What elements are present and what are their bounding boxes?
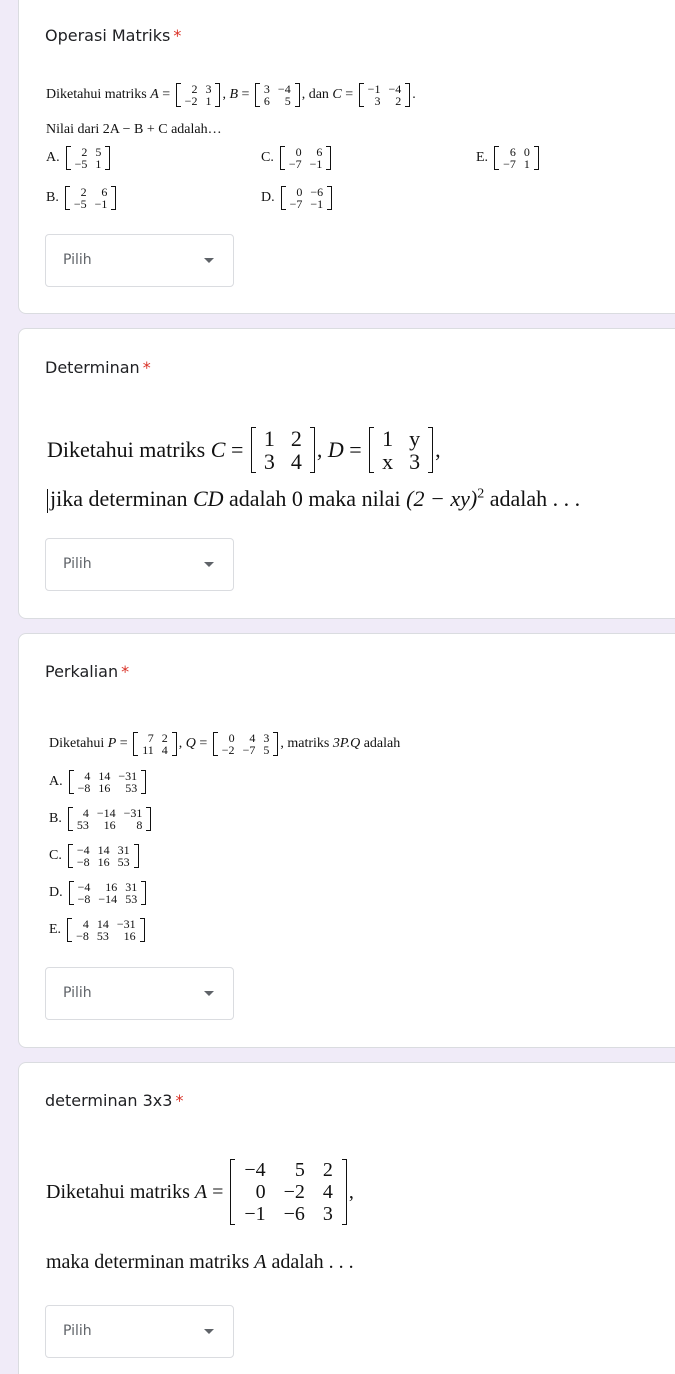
matrix-a [176, 83, 221, 107]
bracket-right [273, 732, 278, 756]
matrix-c [251, 427, 315, 473]
option-a: A. 4 14 −31 −8 16 53 [49, 770, 148, 794]
matrix-cell: 2 [191, 82, 198, 96]
matrix-cell: −31 [123, 806, 143, 820]
option-d: D. −4 16 31 −8 −14 53 [49, 881, 148, 905]
matrix-cell: −8 [77, 892, 91, 907]
matrix-grid [73, 844, 134, 868]
matrix-cell: 0 [296, 185, 303, 199]
bracket-right [342, 1159, 347, 1225]
matrix-grid [74, 881, 142, 905]
matrix-cell: −5 [74, 157, 88, 172]
required-mark: * [175, 1091, 184, 1110]
matrix-cell: −4 [77, 880, 91, 894]
matrix-cell: −14 [98, 892, 118, 907]
matrix-cell: 14 [97, 843, 110, 857]
answer-select[interactable] [45, 967, 234, 1020]
matrix-grid [74, 770, 142, 794]
matrix-cell: 6 [316, 145, 323, 159]
matrix-cell: 4 [84, 769, 91, 783]
option-b: B. 4 −14 −31 53 16 8 [49, 807, 153, 831]
option-matrix [66, 146, 111, 170]
matrix-cell: −1 [94, 197, 108, 212]
matrix-cell: 16 [97, 855, 110, 870]
matrix-cell: −2 [221, 743, 235, 758]
matrix-cell: 16 [105, 880, 118, 894]
matrix-grid [499, 146, 534, 170]
matrix-cell: 4 [322, 1181, 333, 1203]
matrix-grid [374, 427, 428, 473]
matrix-cell: −31 [118, 769, 138, 783]
chevron-down-icon [204, 991, 214, 996]
matrix-cell: −1 [310, 197, 324, 212]
option-c: C. −4 14 31 −8 16 53 [49, 844, 141, 868]
matrix-cell: −8 [76, 855, 90, 870]
question-title: Determinan * [45, 358, 151, 377]
matrix-cell: −4 [76, 843, 90, 857]
option-b: B. 2 6 −5 −1 [46, 186, 118, 210]
matrix-d [369, 427, 433, 473]
question-line-2: jika determinan CD adalah 0 maka nilai (2 − xy)$^2$ adalah . . . [47, 486, 580, 513]
matrix-cell: 31 [117, 843, 130, 857]
answer-select[interactable] [45, 1305, 234, 1358]
select-placeholder: Pilih [63, 1323, 92, 1339]
question-card-determinan-3x3 [18, 1062, 675, 1374]
matrix-cell: 53 [117, 855, 130, 870]
matrix-cell: 6 [263, 94, 270, 109]
option-matrix [67, 918, 145, 942]
option-matrix [69, 770, 147, 794]
matrix-cell: 1 [95, 157, 102, 172]
option-e: E. 4 14 −31 −8 53 16 [49, 918, 147, 942]
bracket-right [215, 83, 220, 107]
required-mark: * [121, 662, 130, 681]
matrix-cell: 16 [103, 818, 116, 833]
matrix-cell: 11 [142, 743, 154, 758]
bracket-right [172, 732, 177, 756]
matrix-cell: 3 [409, 449, 421, 475]
matrix-cell: −1 [367, 82, 381, 96]
question-stem: Diketahui matriks C = 1 2 3 4 , D = 1 y x 3 , [47, 426, 441, 475]
option-matrix [68, 807, 152, 831]
matrix-cell: −7 [289, 197, 303, 212]
matrix-cell: −4 [388, 82, 402, 96]
matrix-grid [285, 146, 327, 170]
matrix-cell: −7 [503, 157, 516, 172]
matrix-cell: 14 [96, 917, 109, 931]
matrix-cell: −7 [242, 743, 256, 758]
matrix-cell: −4 [244, 1159, 266, 1181]
matrix-cell: −4 [277, 82, 291, 96]
matrix-cell: 0 [228, 731, 235, 745]
matrix-cell: 53 [76, 818, 89, 833]
matrix-cell: 14 [98, 769, 111, 783]
matrix-grid [235, 1159, 342, 1225]
bracket-right [141, 770, 146, 794]
matrix-cell: −31 [116, 917, 136, 931]
matrix-cell: 6 [101, 185, 108, 199]
matrix-cell: −2 [283, 1181, 305, 1203]
matrix-grid [286, 186, 328, 210]
question-title: Operasi Matriks * [45, 26, 182, 45]
question-stem: Diketahui P = 7 2 11 4 , Q = 0 4 3 −2 −7 5 , matriks 3P.Q adalah [49, 731, 401, 758]
bracket-right [326, 146, 331, 170]
matrix-cell: 2 [395, 94, 402, 109]
matrix-cell: 0 [295, 145, 302, 159]
question-line-2: Nilai dari 2A − B + C adalah… [46, 122, 222, 137]
bracket-right [534, 146, 539, 170]
matrix-cell: 3 [205, 82, 212, 96]
bracket-right [140, 918, 145, 942]
bracket-right [134, 844, 139, 868]
question-card-determinan [18, 328, 675, 619]
matrix-cell: 5 [95, 145, 102, 159]
matrix-cell: 53 [96, 929, 109, 944]
matrix-cell: 53 [125, 892, 138, 907]
matrix-c [359, 83, 411, 107]
matrix-cell: −1 [244, 1203, 266, 1225]
question-card-perkalian [18, 633, 675, 1048]
option-matrix [69, 881, 147, 905]
matrix-cell: −2 [184, 94, 198, 109]
option-d: D. 0 −6 −7 −1 [261, 186, 334, 210]
chevron-down-icon [204, 562, 214, 567]
option-matrix [281, 186, 333, 210]
matrix-cell: −8 [76, 929, 89, 944]
bracket-right [310, 427, 315, 473]
matrix-grid [70, 186, 112, 210]
required-mark: * [173, 26, 182, 45]
select-placeholder: Pilih [63, 985, 92, 1001]
matrix-cell: 2 [290, 426, 302, 451]
matrix-cell: 4 [82, 917, 89, 931]
matrix-grid [71, 146, 106, 170]
matrix-cell: 4 [290, 449, 302, 475]
option-matrix [494, 146, 539, 170]
select-placeholder: Pilih [63, 556, 92, 572]
matrix-cell: 3 [263, 731, 270, 745]
matrix-cell: −6 [283, 1203, 305, 1225]
matrix-cell: 31 [125, 880, 138, 894]
matrix-cell: 7 [147, 731, 154, 745]
matrix-a [230, 1159, 347, 1225]
answer-select[interactable] [45, 234, 234, 287]
matrix-cell: −1 [309, 157, 323, 172]
matrix-grid [138, 732, 172, 756]
matrix-cell: 5 [284, 94, 291, 109]
matrix-cell: 0 [523, 145, 530, 159]
matrix-cell: 2 [81, 145, 88, 159]
matrix-cell: 2 [161, 731, 168, 745]
option-c: C. 0 6 −7 −1 [261, 146, 333, 170]
matrix-cell: −6 [310, 185, 324, 199]
question-card-operasi-matriks [18, 0, 675, 314]
matrix-p [133, 732, 177, 756]
text-cursor [47, 489, 48, 513]
matrix-cell: 4 [249, 731, 256, 745]
option-matrix [68, 844, 139, 868]
matrix-cell: 1 [523, 157, 530, 172]
matrix-cell: −14 [96, 806, 116, 820]
chevron-down-icon [204, 258, 214, 263]
bracket-right [105, 146, 110, 170]
bracket-right [295, 83, 300, 107]
question-stem: Diketahui matriks A = 2 3 −2 1 , B = 3 −4 6 5 , dan C = −1 −4 3 2 . [46, 82, 416, 109]
matrix-cell: 16 [98, 781, 111, 796]
bracket-right [327, 186, 332, 210]
required-mark: * [142, 358, 151, 377]
matrix-grid [181, 83, 216, 107]
bracket-right [111, 186, 116, 210]
matrix-grid [218, 732, 274, 756]
matrix-cell: 5 [294, 1159, 305, 1181]
matrix-cell: 4 [82, 806, 89, 820]
question-stem: Diketahui matriks A = −4 5 2 0 −2 4 −1 −6 3 , [46, 1159, 354, 1225]
select-placeholder: Pilih [63, 252, 92, 268]
matrix-grid [364, 83, 406, 107]
matrix-cell: 16 [123, 929, 136, 944]
bracket-right [146, 807, 151, 831]
matrix-cell: 2 [80, 185, 87, 199]
matrix-cell: 6 [509, 145, 516, 159]
bracket-right [428, 427, 433, 473]
matrix-cell: y [409, 426, 421, 451]
matrix-cell: −7 [288, 157, 302, 172]
question-title: determinan 3x3 * [45, 1091, 184, 1110]
matrix-q [213, 732, 279, 756]
matrix-cell: 8 [136, 818, 143, 833]
matrix-cell: 3 [374, 94, 381, 109]
matrix-b [255, 83, 300, 107]
matrix-cell: 1 [382, 426, 394, 451]
matrix-cell: x [382, 449, 394, 475]
option-matrix [65, 186, 117, 210]
matrix-grid [260, 83, 295, 107]
matrix-cell: −5 [73, 197, 87, 212]
matrix-cell: −8 [77, 781, 91, 796]
matrix-cell: 3 [322, 1203, 333, 1225]
matrix-cell: 3 [263, 82, 270, 96]
matrix-cell: 3 [263, 449, 275, 475]
option-matrix [280, 146, 332, 170]
matrix-cell: 2 [322, 1159, 333, 1181]
option-e: E. 6 0 −7 1 [476, 146, 541, 170]
question-title: Perkalian * [45, 662, 130, 681]
matrix-cell: 5 [263, 743, 270, 758]
chevron-down-icon [204, 1329, 214, 1334]
matrix-grid [73, 807, 147, 831]
matrix-cell: 1 [205, 94, 212, 109]
bracket-right [405, 83, 410, 107]
matrix-cell: 0 [255, 1181, 266, 1203]
question-line-2: maka determinan matriks A adalah . . . [46, 1251, 354, 1273]
bracket-right [141, 881, 146, 905]
matrix-grid [72, 918, 140, 942]
matrix-cell: 4 [161, 743, 168, 758]
option-a: A. 2 5 −5 1 [46, 146, 112, 170]
matrix-grid [256, 427, 310, 473]
matrix-cell: 53 [125, 781, 138, 796]
answer-select[interactable] [45, 538, 234, 591]
matrix-cell: 1 [263, 426, 275, 451]
